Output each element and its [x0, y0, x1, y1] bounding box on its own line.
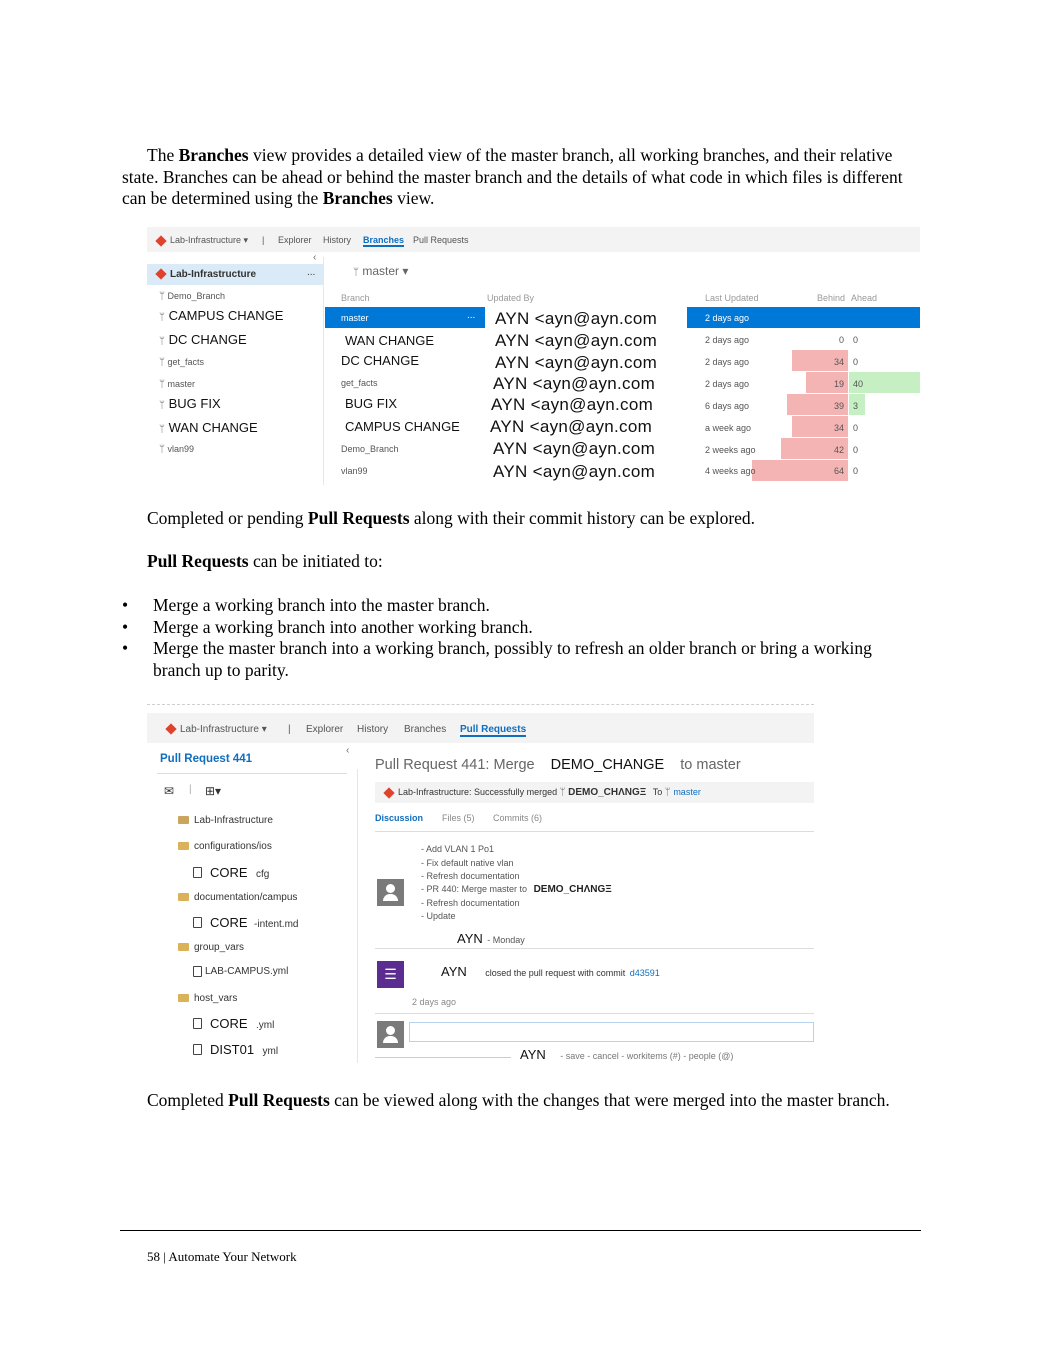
tree-folder-group-vars[interactable]: group_vars	[178, 942, 244, 953]
branches-tab-branches[interactable]: Branches	[363, 235, 405, 245]
folder-icon	[178, 994, 189, 1002]
commit-line: - PR 440: Merge master to DEMO_CHΛNGΞ	[421, 884, 612, 895]
intro-bold-branches-1: Branches	[178, 145, 249, 165]
row-updated-by: AYN <ayn@ayn.com	[493, 374, 656, 393]
comment-actions[interactable]: - save - cancel - workitems (#) - people (@)	[560, 1051, 734, 1061]
row-branch-vlan99[interactable]: vlan99	[341, 466, 368, 476]
page-footer: 58 | Automate Your Network	[147, 1249, 297, 1264]
intro-text-2: view provides a detailed view of the master branch, all working branches, and their relative state. Branches can be ahead or behind the master branch and the details of what code in which files is different can be determined using the	[122, 145, 903, 208]
column-header-branch[interactable]: Branch	[341, 293, 370, 303]
row-updated-by: AYN <ayn@ayn.com	[491, 395, 654, 414]
file-icon	[193, 1018, 202, 1029]
pr-sidebar-rule	[157, 773, 347, 774]
row-behind: 34	[834, 423, 845, 433]
branch-icon: ᛘ	[159, 444, 165, 455]
tree-view-icon[interactable]: ⊞▾	[205, 784, 222, 798]
comment-input[interactable]	[409, 1022, 814, 1042]
repo-folder-icon	[178, 816, 189, 824]
row-last-updated: 2 days ago	[705, 313, 750, 323]
column-header-updated-by[interactable]: Updated By	[487, 293, 535, 303]
row-updated-by: AYN <ayn@ayn.com	[493, 462, 656, 481]
commit-byline: AYN - Monday	[457, 931, 525, 946]
intro-text-1: The	[147, 145, 179, 165]
tree-file-lab-campus[interactable]: LAB-CAMPUS.yml	[193, 966, 288, 977]
sidebar-item-get-facts[interactable]: ᛘ get_facts	[159, 357, 205, 368]
pr-tab-history[interactable]: History	[357, 724, 389, 735]
row-branch-demo-branch[interactable]: Demo_Branch	[341, 444, 399, 454]
folder-icon	[178, 893, 189, 901]
bullet-item: • Merge a working branch into the master branch.	[122, 595, 912, 617]
column-header-last-updated[interactable]: Last Updated	[705, 293, 759, 303]
row-ahead: 0	[853, 357, 859, 367]
column-header-behind[interactable]: Behind	[817, 293, 846, 303]
commit-line: - Add VLAN 1 Po1	[421, 844, 495, 854]
closed-event: AYN closed the pull request with commit d43591	[441, 964, 660, 979]
pr-tabs-rule	[375, 831, 814, 832]
branches-tab-pull-requests[interactable]: Pull Requests	[413, 235, 469, 245]
row-behind: 42	[834, 445, 845, 455]
pr-status: Lab-Infrastructure: Successfully merged ᛘ DEMO_CHΛNGΞ To ᛘ master	[385, 787, 701, 798]
branch-icon: ᛘ	[559, 787, 566, 798]
commit-line: - Refresh documentation	[421, 871, 520, 881]
pr-sidebar-collapse-button[interactable]: ‹	[346, 745, 350, 756]
sidebar-item-bug-fix[interactable]: ᛘ BUG FIX	[159, 396, 221, 411]
bold-pull-requests: Pull Requests	[228, 1090, 330, 1110]
row-ahead: 3	[853, 401, 859, 411]
branch-icon: ᛘ	[159, 336, 165, 347]
folder-icon	[178, 842, 189, 850]
row-more-button[interactable]: ...	[467, 310, 476, 321]
sidebar-collapse-button[interactable]: ‹	[313, 252, 317, 263]
bullet-item: • Merge the master branch into a working branch, possibly to refresh an older branch or bring a working branch up to parity.	[122, 638, 912, 681]
sidebar-item-dc-change[interactable]: ᛘ DC CHANGE	[159, 332, 247, 347]
row-branch-master[interactable]: master	[341, 313, 369, 323]
pull-requests-initiated-paragraph: Pull Requests can be initiated to:	[147, 551, 383, 571]
footer-rule	[120, 1230, 921, 1231]
checklist-icon: ☰	[377, 961, 404, 988]
pr-title: Pull Request 441: Merge DEMO_CHANGE to master	[375, 757, 741, 773]
repo-diamond-icon	[155, 235, 166, 246]
envelope-icon[interactable]: ✉	[164, 784, 175, 798]
sidebar-item-demo-branch[interactable]: ᛘ Demo_Branch	[159, 291, 226, 302]
commit-line: - Refresh documentation	[421, 898, 520, 908]
pr-sidebar-title[interactable]: Pull Request 441	[160, 753, 253, 765]
file-icon	[193, 867, 202, 878]
branches-sidebar-divider	[323, 257, 324, 485]
row-ahead: 0	[853, 445, 859, 455]
sidebar-repo-more[interactable]: ...	[307, 267, 316, 278]
row-behind: 39	[834, 401, 845, 411]
comment-input-rule	[375, 1057, 511, 1058]
pr-tab-commits[interactable]: Commits (6)	[493, 813, 542, 823]
tree-file-core-yml[interactable]: CORE .yml	[193, 1015, 274, 1033]
branches-tab-history[interactable]: History	[323, 235, 352, 245]
branches-tab-explorer[interactable]: Explorer	[278, 235, 312, 245]
pr-title-branch: DEMO_CHANGE	[550, 757, 665, 773]
row-behind: 64	[834, 466, 845, 476]
tree-file-core-intent[interactable]: CORE -intent.md	[193, 914, 298, 932]
commit-line: - Update	[421, 911, 456, 921]
row-last-updated: 4 weeks ago	[705, 466, 756, 476]
pull-requests-paragraph: Completed or pending Pull Requests along with their commit history can be explored.	[147, 508, 756, 528]
row-branch-get-facts[interactable]: get_facts	[341, 378, 378, 388]
row-branch-bug-fix[interactable]: BUG FIX	[345, 396, 398, 411]
row-behind: 19	[834, 379, 845, 389]
sidebar-repo[interactable]: Lab-Infrastructure	[157, 269, 256, 280]
sidebar-item-master[interactable]: ᛘ master	[159, 379, 196, 390]
tree-repo[interactable]: Lab-Infrastructure	[178, 815, 273, 826]
branches-nav-separator: |	[262, 235, 265, 245]
branch-icon: ᛘ	[159, 357, 165, 368]
branch-icon: ᛘ	[159, 379, 165, 390]
status-diamond-icon	[383, 787, 394, 798]
row-last-updated: 2 days ago	[705, 335, 750, 345]
sidebar-item-vlan99[interactable]: ᛘ vlan99	[159, 444, 195, 455]
tree-folder-documentation[interactable]: documentation/campus	[178, 892, 297, 903]
avatar	[377, 879, 404, 906]
row-behind: 34	[834, 357, 845, 367]
branch-icon: ᛘ	[159, 312, 165, 323]
row-updated-by: AYN <ayn@ayn.com	[495, 309, 658, 328]
comment-footer: AYN - save - cancel - workitems (#) - people (@)	[520, 1047, 734, 1062]
row-ahead: 0	[853, 423, 859, 433]
row-branch-campus-change[interactable]: CAMPUS CHANGE	[345, 419, 460, 434]
avatar	[377, 1021, 404, 1048]
file-icon	[193, 966, 202, 977]
row-updated-by: AYN <ayn@ayn.com	[493, 439, 656, 458]
column-header-ahead[interactable]: Ahead	[851, 293, 878, 303]
toolbar-separator: |	[189, 784, 192, 795]
branch-icon: ᛘ	[159, 400, 165, 411]
branches-nav-repo[interactable]: Lab-Infrastructure ▾	[157, 235, 248, 246]
row-ahead: 0	[853, 335, 859, 345]
file-icon	[193, 917, 202, 928]
pr-tab-files[interactable]: Files (5)	[442, 813, 475, 823]
row-ahead: 0	[853, 466, 859, 476]
row-branch-wan-change[interactable]: WAN CHANGE	[345, 333, 435, 348]
folder-icon	[178, 943, 189, 951]
pr-sidebar-divider	[357, 769, 358, 1063]
pr-tab-pull-requests[interactable]: Pull Requests	[460, 724, 527, 735]
bullet-item: • Merge a working branch into another working branch.	[122, 617, 912, 639]
row-behind: 0	[839, 335, 845, 345]
sidebar-item-wan-change[interactable]: ᛘ WAN CHANGE	[159, 420, 258, 435]
bold-pull-requests: Pull Requests	[307, 508, 410, 528]
row-last-updated: 6 days ago	[705, 401, 750, 411]
status-target-link[interactable]: master	[673, 787, 701, 797]
bold-pull-requests: Pull Requests	[147, 551, 249, 571]
commit-link[interactable]: d43591	[629, 968, 660, 978]
pr-nav-repo[interactable]: Lab-Infrastructure ▾	[167, 724, 267, 735]
tree-file-dist01-yml[interactable]: DIST01 yml	[193, 1041, 278, 1059]
row-last-updated: a week ago	[705, 423, 752, 433]
row-updated-by: AYN <ayn@ayn.com	[495, 331, 658, 350]
branch-icon: ᛘ	[159, 291, 165, 302]
commit-rule	[375, 948, 814, 949]
file-icon	[193, 1044, 202, 1055]
pr-tab-explorer[interactable]: Explorer	[306, 724, 344, 735]
row-updated-by: AYN <ayn@ayn.com	[495, 353, 658, 372]
tree-folder-configurations[interactable]: configurations/ios	[178, 841, 272, 852]
intro-bold-branches-2: Branches	[322, 188, 393, 208]
pr-tab-discussion[interactable]: Discussion	[375, 813, 424, 823]
intro-text-3: view.	[392, 188, 435, 208]
row-last-updated: 2 weeks ago	[705, 445, 756, 455]
sidebar-repo-diamond-icon	[155, 269, 166, 280]
pr-nav-separator: |	[288, 724, 291, 735]
branch-icon: ᛘ	[664, 787, 671, 798]
branch-icon: ᛘ	[159, 424, 165, 435]
pull-request-bullets	[122, 595, 912, 681]
commit-line: - Fix default native vlan	[421, 858, 514, 868]
completed-pull-requests-paragraph: Completed Pull Requests can be viewed along with the changes that were merged into the master branch.	[147, 1090, 890, 1110]
sidebar-item-campus-change[interactable]: ᛘ CAMPUS CHANGE	[159, 308, 284, 323]
row-last-updated: 2 days ago	[705, 357, 750, 367]
pull-request-screenshot	[147, 704, 814, 1064]
row-ahead: 40	[853, 379, 864, 389]
branch-selector[interactable]: ᛘ master ▾	[353, 264, 409, 278]
pr-tab-branches[interactable]: Branches	[404, 724, 447, 735]
tree-file-core-cfg[interactable]: CORE cfg	[193, 864, 269, 882]
closed-rule	[375, 1013, 814, 1014]
intro-paragraph	[122, 145, 912, 210]
row-branch-dc-change[interactable]: DC CHANGE	[341, 353, 420, 368]
row-last-updated: 2 days ago	[705, 379, 750, 389]
row-updated-by: AYN <ayn@ayn.com	[490, 417, 653, 436]
repo-diamond-icon	[165, 724, 176, 735]
branch-icon: ᛘ	[353, 267, 359, 278]
tree-folder-host-vars[interactable]: host_vars	[178, 993, 237, 1004]
closed-when: 2 days ago	[412, 997, 457, 1007]
branches-screenshot	[147, 227, 920, 490]
